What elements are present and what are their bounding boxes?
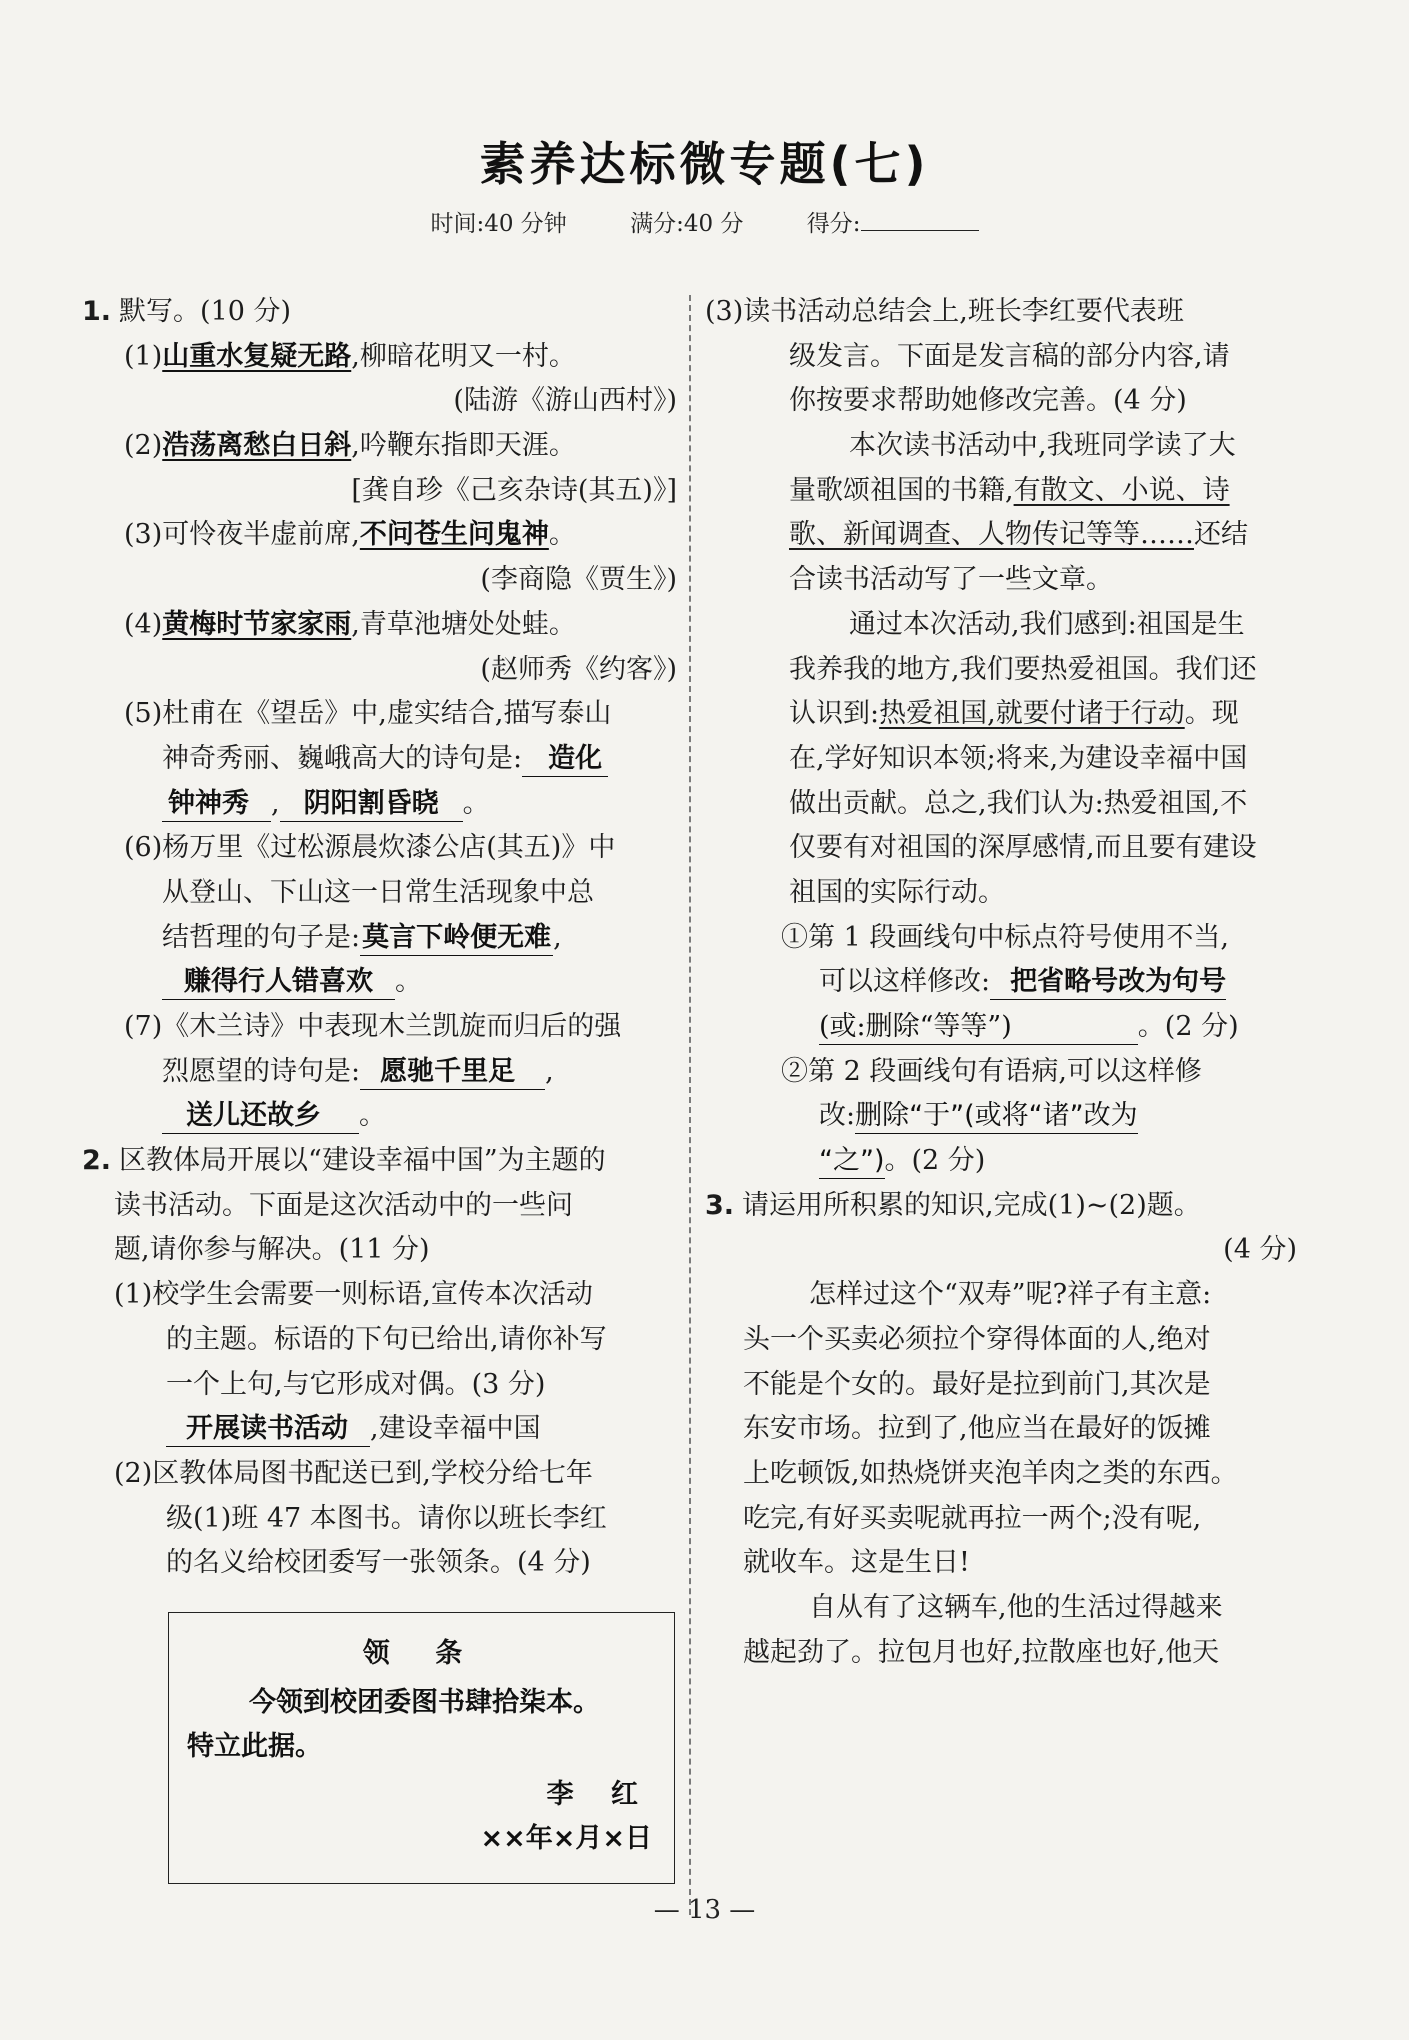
- answer-blank: 把省略号改为句号: [990, 965, 1226, 1000]
- score-field: [807, 211, 979, 237]
- page-number: — 13 —: [653, 1895, 756, 1925]
- q1-number: 1.: [82, 296, 112, 327]
- q1-part3: (3)可怜夜半虚前席,不问苍生问鬼神。: [124, 519, 576, 551]
- answer-blank: 造化: [522, 742, 608, 777]
- q3-stem: 3. 请运用所积累的知识,完成(1)~(2)题。: [705, 1189, 1201, 1221]
- q1-part6: (6)杨万里《过松源晨炊漆公店(其五)》中: [124, 832, 616, 864]
- poem-source: (李商隐《贾生》): [480, 564, 677, 596]
- answer-blank: 删除“于”(或将“诸”改为: [855, 1099, 1138, 1134]
- underlined-sentence: 歌、新闻调查、人物传记等等……: [789, 519, 1194, 551]
- left-column: 1. 默写。(10 分) (1)山重水复疑无路,柳暗花明又一村。 (陆游《游山西村》) (2)浩荡离愁白日斜,吟鞭东指即天涯。 [龚自珍《己亥杂诗(其五)》] (3)可怜夜半虚前席,不问苍生问鬼神。 (李商隐《贾生》) (4)黄梅时节家家雨,青草池塘处处蛙。 (赵师秀《约客》) (5)杜甫在《望岳》中,虚实结合,描写泰山 神奇秀丽、巍峨高大的诗句是: 造化 钟神秀 , 阴阳割昏晓 。 (6)杨万里《过松源晨炊漆公店(其五)》中 从登山、下山这一日常生活现象中总 结哲理的句子是:莫言下岭便无难, 赚得行人错喜欢 。 (7)《木兰诗》中表现木兰凯旋而归后的强 烈愿望的诗句是: 愿驰千里足 , 送儿还故乡 。 2. 区教体局开展以“建设幸福中国”为主题的 读书活动。下面是这次活动中的一些问 题,请你参与解决。(11 分) (1)校学生会需要一则标语,宣传本次活动 的主题。标语的下句已给出,请你补写 一个上句,与它形成对偶。(3 分) 开展读书活动 ,建设幸福中国 (2)区教体局图书配送已到,学校分给七年 级(1)班 47 本图书。请你以班长李红 的名义给校团委写一张领条。(4 分): [82, 290, 677, 1586]
- q1-part1: (1)山重水复疑无路,柳暗花明又一村。: [124, 340, 576, 372]
- answer-blank: “之”): [819, 1144, 885, 1179]
- poem-source: [龚自珍《己亥杂诗(其五)》]: [351, 474, 677, 506]
- q1-part4: (4)黄梅时节家家雨,青草池塘处处蛙。: [124, 608, 576, 640]
- right-column: (3)读书活动总结会上,班长李红要代表班 级发言。下面是发言稿的部分内容,请 你按要求帮助她修改完善。(4 分) 本次读书活动中,我班同学读了大 量歌颂祖国的书籍,有散文、小说、诗 歌、新闻调查、人物传记等等……还结 合读书活动写了一些文章。 通过本次活动,我们感到:祖国是生 我养我的地方,我们要热爱祖国。我们还 认识到:热爱祖国,就要付诸于行动。现 在,学好知识本领;将来,为建设幸福中国 做出贡献。总之,我们认为:热爱祖国,不 仅要有对祖国的深厚感情,而且要有建设 祖国的实际行动。 ①第 1 段画线句中标点符号使用不当, 可以这样修改: 把省略号改为句号 (或:删除“等等”) 。(2 分) ②第 2 段画线句有语病,可以这样修 改:删除“于”(或将“诸”改为 “之”)。(2 分) 3. 请运用所积累的知识,完成(1)~(2)题。 (4 分) 怎样过这个“双寿”呢?祥子有主意: 头一个买卖必须拉个穿得体面的人,绝对 不能是个女的。最好是拉到前门,其次是 东安市场。拉到了,他应当在最好的饭摊 上吃顿饭,如热烧饼夹泡羊肉之类的东西。 吃完,有好买卖呢就再拉一两个;没有呢, 就收车。这是生日! 自从有了这辆车,他的生活过得越来 越起劲了。拉包月也好,拉散座也好,他天: [705, 290, 1297, 1675]
- q2-stem: 2. 区教体局开展以“建设幸福中国”为主题的: [82, 1145, 606, 1177]
- speech-para1: 本次读书活动中,我班同学读了大: [849, 430, 1236, 462]
- exam-meta: [0, 205, 1409, 238]
- q2-part1: (1)校学生会需要一则标语,宣传本次活动: [114, 1279, 593, 1311]
- answer-blank: 开展读书活动: [166, 1412, 370, 1447]
- q2-part3: (3)读书活动总结会上,班长李红要代表班: [705, 296, 1184, 327]
- score-blank[interactable]: [861, 210, 979, 231]
- full-score: 满分:40 分: [630, 211, 744, 237]
- q2-part3-sub2: ②第 2 段画线句有语病,可以这样修: [781, 1055, 1202, 1087]
- column-divider: [689, 295, 691, 1915]
- speech-para2: 通过本次活动,我们感到:祖国是生: [849, 608, 1245, 640]
- answer-blank: 莫言下岭便无难: [360, 921, 553, 956]
- receipt-box: [168, 1612, 675, 1884]
- answer-blank: 愿驰千里足: [360, 1055, 545, 1090]
- answer-text: 山重水复疑无路: [162, 340, 352, 372]
- answer-text: 不问苍生问鬼神: [359, 519, 549, 551]
- q1-part5: (5)杜甫在《望岳》中,虚实结合,描写泰山: [124, 698, 612, 730]
- answer-blank: 赚得行人错喜欢: [162, 965, 395, 1000]
- answer-blank: 钟神秀: [162, 787, 271, 822]
- q3-passage: 怎样过这个“双寿”呢?祥子有主意:: [809, 1279, 1212, 1311]
- receipt-signature: 李 红 ××年×月×日: [480, 1779, 652, 1854]
- q3-number: 3.: [705, 1189, 735, 1221]
- receipt-title: 领 条: [362, 1638, 481, 1669]
- receipt-body: 今领到校团委图书肆拾柒本。 特立此据。: [187, 1687, 600, 1762]
- q3-score: (4 分): [1223, 1234, 1297, 1266]
- answer-blank: 送儿还故乡: [162, 1099, 359, 1134]
- q1-part7: (7)《木兰诗》中表现木兰凯旋而归后的强: [124, 1011, 622, 1042]
- score-label: 得分:: [806, 211, 861, 237]
- page-title: 素养达标微专题(七): [479, 137, 930, 191]
- q2-number: 2.: [82, 1145, 112, 1177]
- q2-part3-sub1: ①第 1 段画线句中标点符号使用不当,: [781, 921, 1229, 953]
- q1-stem: 1. 默写。(10 分): [82, 296, 292, 327]
- q2-part2: (2)区教体局图书配送已到,学校分给七年: [114, 1457, 593, 1489]
- answer-text: 黄梅时节家家雨: [162, 608, 352, 640]
- underlined-sentence: 有散文、小说、诗: [1013, 474, 1230, 506]
- answer-blank: 阴阳割昏晓: [280, 787, 463, 822]
- poem-source: (陆游《游山西村》): [453, 385, 677, 417]
- answer-text: 浩荡离愁白日斜: [162, 430, 352, 462]
- time-limit: 时间:40 分钟: [430, 211, 567, 237]
- q1-part2: (2)浩荡离愁白日斜,吟鞭东指即天涯。: [124, 430, 576, 462]
- answer-blank: (或:删除“等等”): [819, 1010, 1138, 1045]
- underlined-sentence: 热爱祖国,就要付诸于行动: [879, 698, 1185, 730]
- poem-source: (赵师秀《约客》): [480, 653, 677, 685]
